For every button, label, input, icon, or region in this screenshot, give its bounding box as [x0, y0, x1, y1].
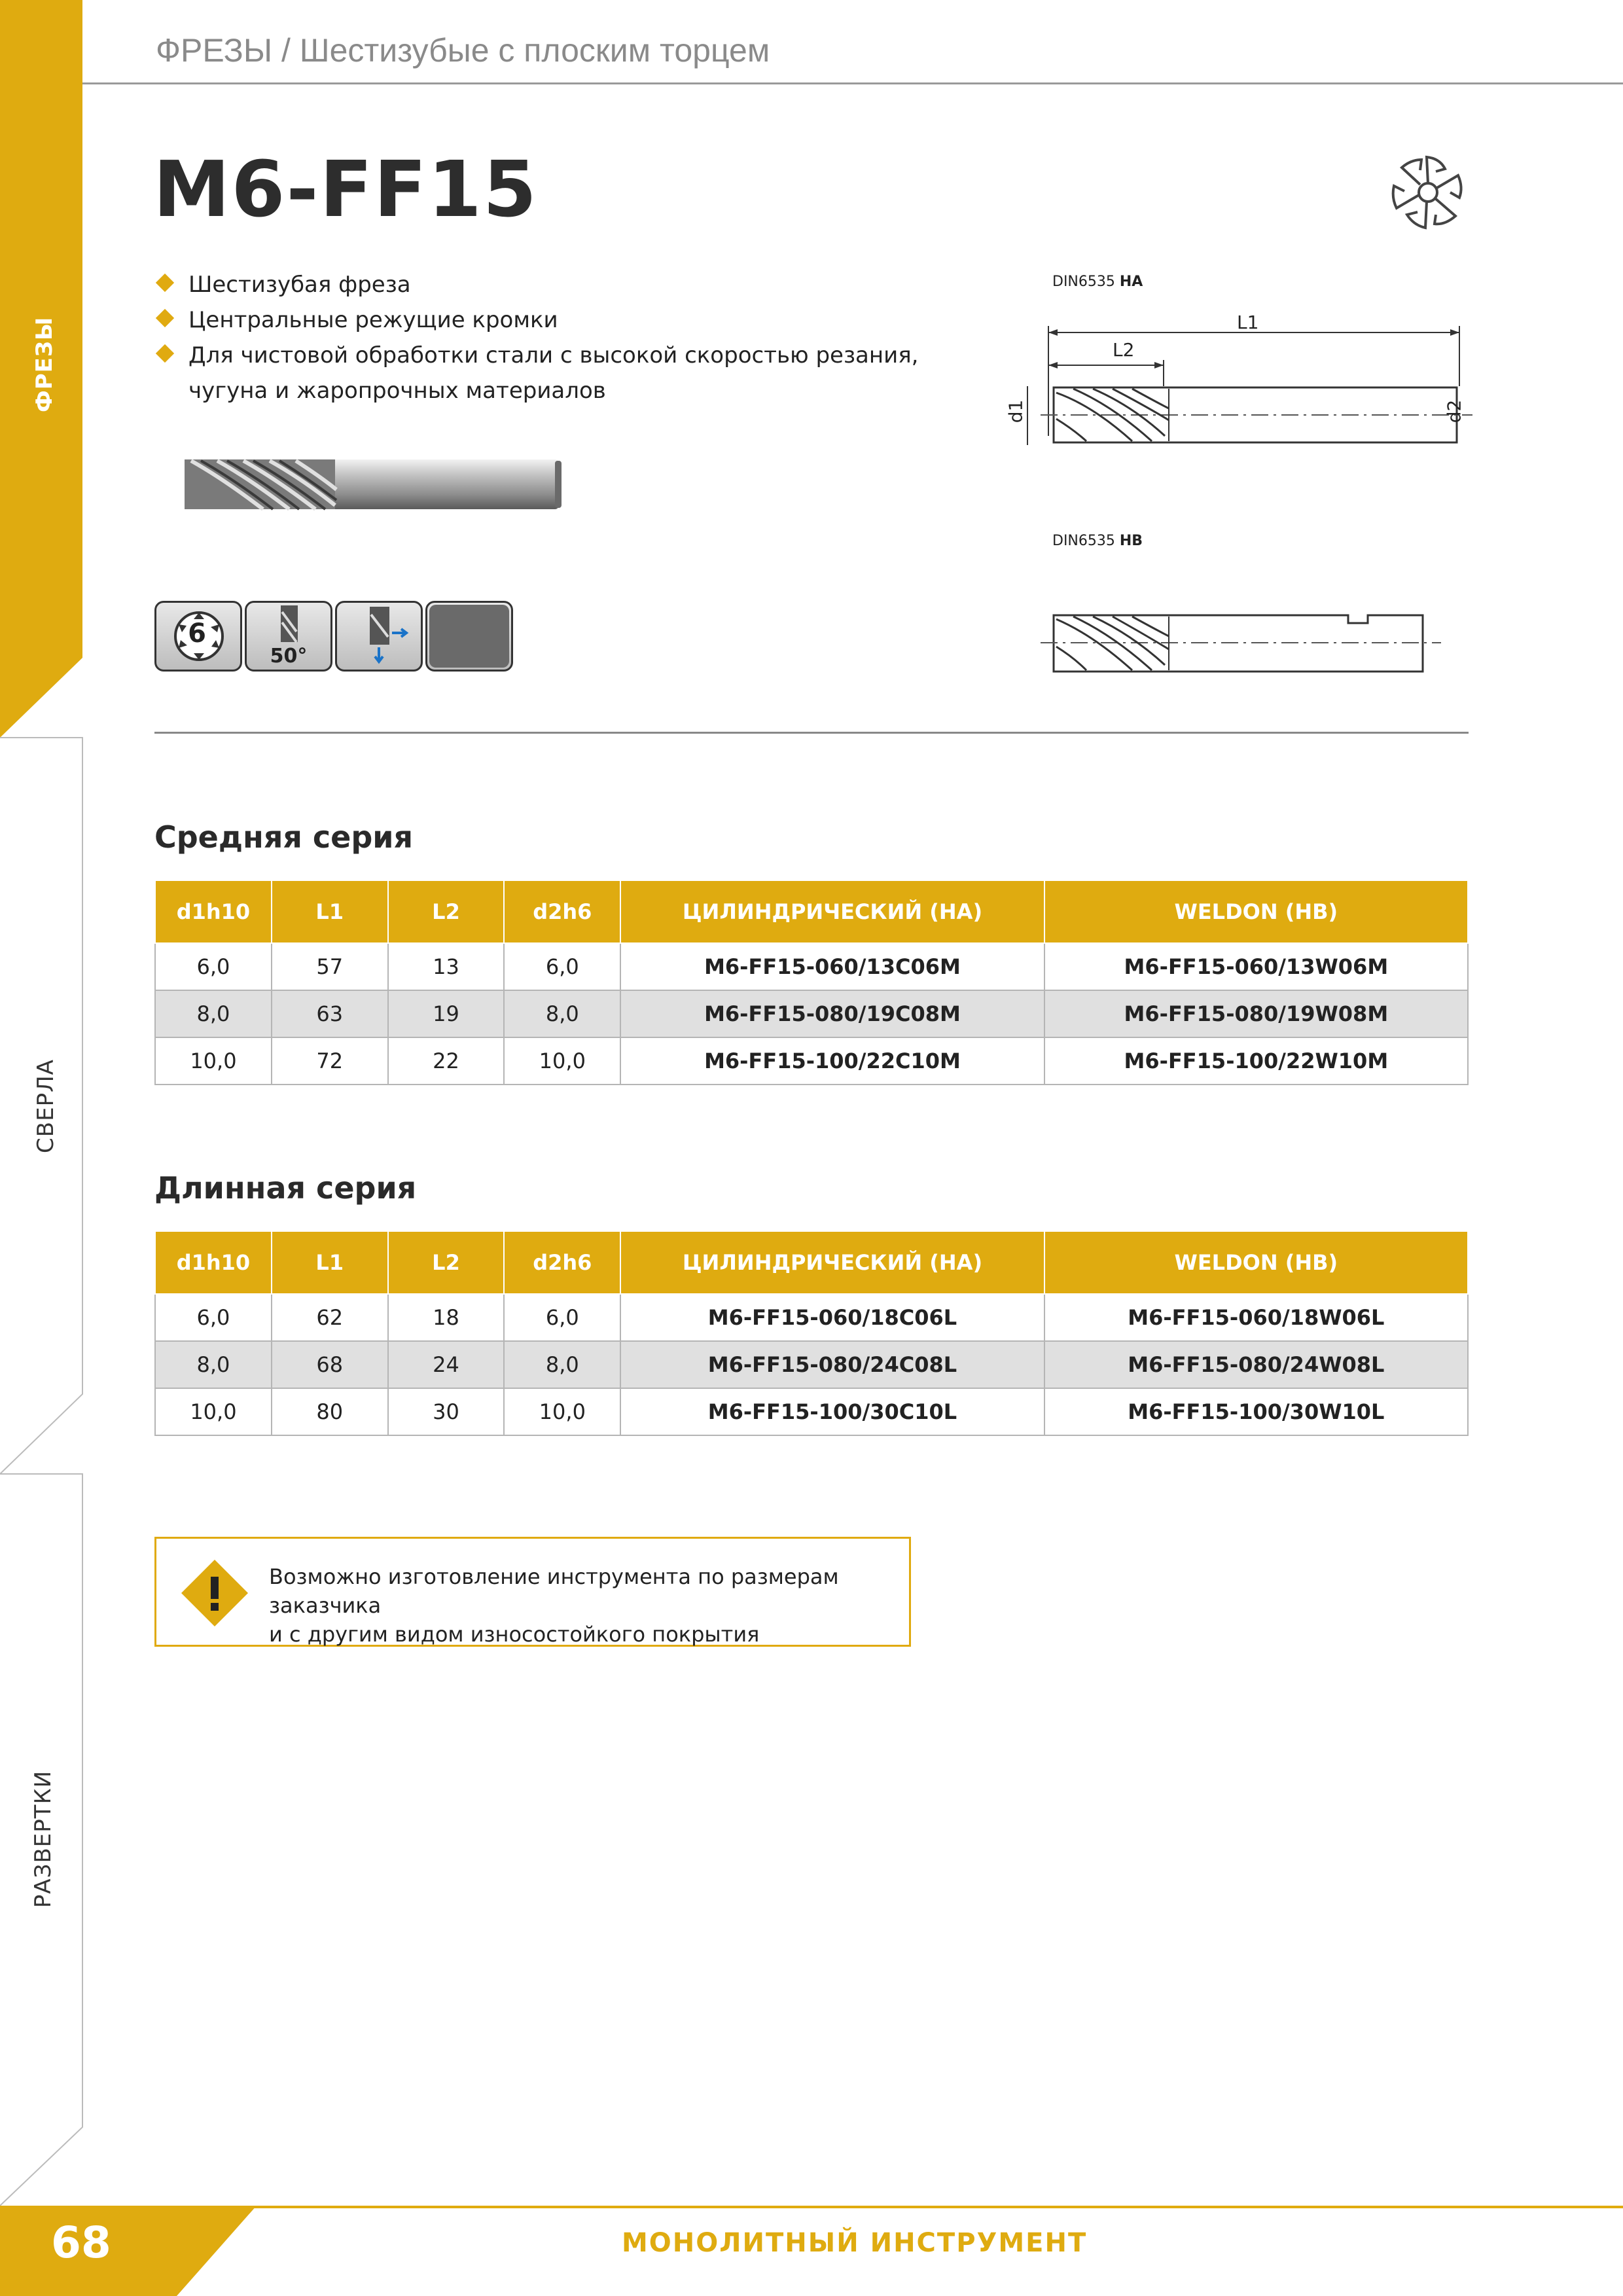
sidebar-tab-frezy[interactable]: ФРЕЗЫ	[31, 316, 58, 412]
feature-item-continuation	[154, 373, 918, 408]
dim-l1: L1	[1237, 312, 1259, 333]
col-d2: d2h6	[504, 1231, 620, 1294]
table-long-series	[154, 1230, 1469, 1436]
col-hb: WELDON (HB)	[1044, 1231, 1468, 1294]
custom-order-note	[154, 1537, 911, 1647]
col-l1: L1	[272, 880, 388, 943]
feature-list	[154, 267, 918, 408]
cell: 8,0	[155, 1341, 272, 1388]
cell: 80	[272, 1388, 388, 1435]
cell: M6-FF15-100/30W10L	[1044, 1388, 1468, 1435]
cell: M6-FF15-100/22W10M	[1044, 1037, 1468, 1085]
note-text	[269, 1562, 909, 1649]
cell: 10,0	[155, 1388, 272, 1435]
diagram-hb	[1041, 609, 1446, 681]
col-l2: L2	[388, 1231, 505, 1294]
cell: 68	[272, 1341, 388, 1388]
cell: 62	[272, 1294, 388, 1341]
note-line: и с другим видом износостойкого покрытия	[269, 1622, 760, 1647]
cell: 10,0	[155, 1037, 272, 1085]
dim-l2: L2	[1113, 339, 1135, 361]
sidebar-tab-sverla[interactable]: СВЕРЛА	[33, 1059, 59, 1153]
cell: 8,0	[504, 1341, 620, 1388]
cell: 6,0	[155, 943, 272, 990]
col-l2: L2	[388, 880, 505, 943]
cell: M6-FF15-060/13W06M	[1044, 943, 1468, 990]
cell: 19	[388, 990, 505, 1037]
cell: M6-FF15-100/30C10L	[620, 1388, 1044, 1435]
diamond-bullet-icon	[156, 274, 174, 292]
sidebar-tab-razvertki[interactable]: РАЗВЕРТКИ	[30, 1770, 56, 1909]
note-line: Возможно изготовление инструмента по размерам заказчика	[269, 1564, 839, 1618]
page-title: M6-FF15	[153, 144, 538, 234]
feature-item	[154, 267, 918, 302]
dim-d2: d2	[1443, 399, 1465, 423]
header-rule	[82, 82, 1623, 84]
diagram-ha-label: DIN6535 HA	[1052, 274, 1143, 290]
grade-badge-fill	[429, 605, 509, 668]
table-long-title: Длинная серия	[154, 1170, 417, 1206]
col-ha: ЦИЛИНДРИЧЕСКИЙ (HA)	[620, 880, 1044, 943]
cell: 57	[272, 943, 388, 990]
feature-item	[154, 302, 918, 338]
col-ha: ЦИЛИНДРИЧЕСКИЙ (HA)	[620, 1231, 1044, 1294]
table-row	[155, 1341, 1468, 1388]
table-row	[155, 1388, 1468, 1435]
col-d2: d2h6	[504, 880, 620, 943]
cell: 18	[388, 1294, 505, 1341]
table-row	[155, 943, 1468, 990]
cell: 10,0	[504, 1037, 620, 1085]
warning-icon	[179, 1557, 251, 1629]
cell: M6-FF15-080/19W08M	[1044, 990, 1468, 1037]
cell: M6-FF15-060/18W06L	[1044, 1294, 1468, 1341]
cell: 72	[272, 1037, 388, 1085]
cell: M6-FF15-060/13C06M	[620, 943, 1044, 990]
flutes-badge	[154, 601, 242, 672]
cell: 6,0	[504, 1294, 620, 1341]
cell: M6-FF15-080/19C08M	[620, 990, 1044, 1037]
table-header-row	[155, 1231, 1468, 1294]
helix-angle-value: 50°	[270, 645, 308, 668]
flutes-count: 6	[188, 619, 206, 649]
end-mill-cross-section-icon	[1387, 152, 1469, 233]
cell: 6,0	[155, 1294, 272, 1341]
helix-angle-badge-icon	[266, 605, 312, 645]
table-header-row	[155, 880, 1468, 943]
product-image	[185, 453, 564, 518]
feature-text: Шестизубая фреза	[188, 272, 411, 298]
feature-item	[154, 338, 918, 373]
col-d1: d1h10	[155, 880, 272, 943]
diagram-hb-label: DIN6535 HB	[1052, 533, 1143, 549]
cell: 6,0	[504, 943, 620, 990]
col-d1: d1h10	[155, 1231, 272, 1294]
feature-text: чугуна и жаропрочных материалов	[188, 378, 606, 404]
cell: M6-FF15-080/24C08L	[620, 1341, 1044, 1388]
table-row	[155, 1294, 1468, 1341]
cell: 24	[388, 1341, 505, 1388]
table-row	[155, 1037, 1468, 1085]
feature-text: Для чистовой обработки стали с высокой скоростью резания,	[188, 342, 919, 368]
cell: 13	[388, 943, 505, 990]
table-medium-series	[154, 880, 1469, 1085]
cell: M6-FF15-060/18C06L	[620, 1294, 1044, 1341]
breadcrumb: ФРЕЗЫ / Шестизубые с плоским торцем	[156, 32, 770, 69]
cell: 63	[272, 990, 388, 1037]
col-hb: WELDON (HB)	[1044, 880, 1468, 943]
cell: 8,0	[504, 990, 620, 1037]
cell: M6-FF15-080/24W08L	[1044, 1341, 1468, 1388]
table-medium-title: Средняя серия	[154, 819, 414, 855]
dim-d1: d1	[1005, 399, 1027, 423]
cell: 30	[388, 1388, 505, 1435]
center-cutting-badge-icon	[349, 607, 412, 667]
cell: M6-FF15-100/22C10M	[620, 1037, 1044, 1085]
section-divider	[154, 732, 1469, 734]
center-cutting-badge	[335, 601, 423, 672]
footer-title: МОНОЛИТНЫЙ ИНСТРУМЕНТ	[622, 2228, 1088, 2258]
cell: 22	[388, 1037, 505, 1085]
diamond-bullet-icon	[156, 309, 174, 327]
cell: 8,0	[155, 990, 272, 1037]
cell: 10,0	[504, 1388, 620, 1435]
table-row	[155, 990, 1468, 1037]
page-number: 68	[51, 2217, 111, 2268]
col-l1: L1	[272, 1231, 388, 1294]
diamond-bullet-icon	[156, 344, 174, 363]
helix-angle-badge	[245, 601, 332, 672]
feature-text: Центральные режущие кромки	[188, 307, 558, 333]
